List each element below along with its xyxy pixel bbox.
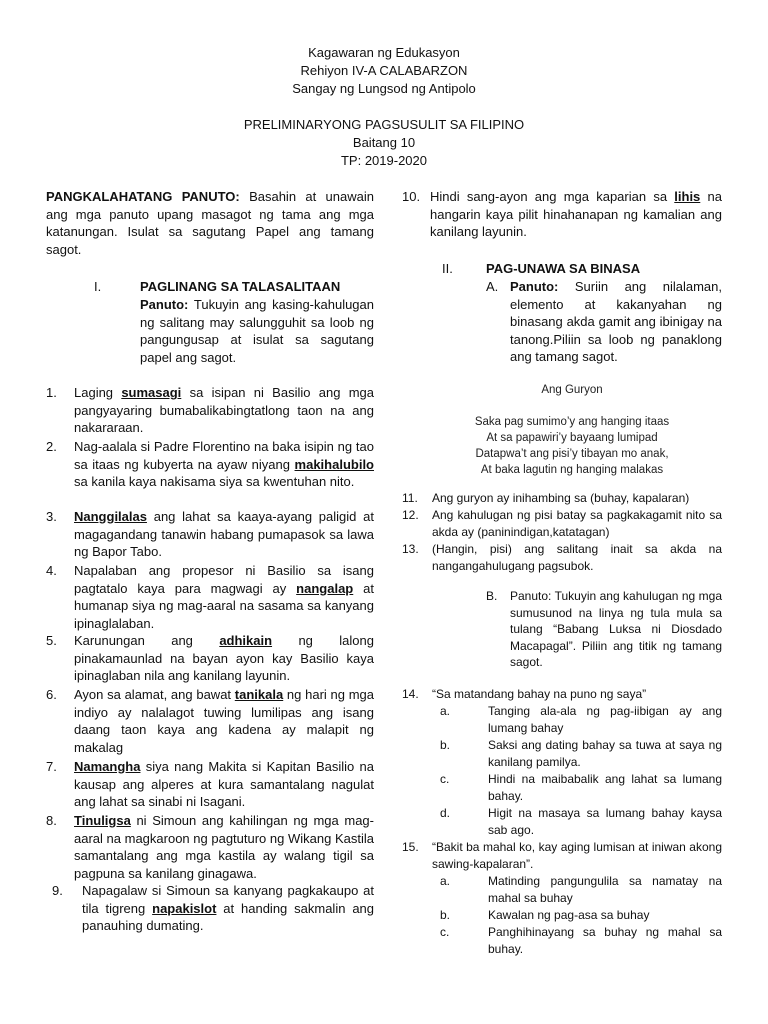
part1-panuto-label: Panuto: xyxy=(140,297,189,312)
question-item xyxy=(46,686,374,756)
choice-text: Kawalan ng pag-asa sa buhay xyxy=(488,908,650,922)
question-text: Ang kahulugan ng pisi batay sa pagkakagamit nito sa akda ay (paninindigan,katatagan) xyxy=(432,508,722,539)
part2-a-panuto: Panuto: xyxy=(510,279,559,294)
poem-title: Ang Guryon xyxy=(541,384,603,396)
question-item xyxy=(46,562,374,632)
choice xyxy=(440,924,722,957)
part1-title: PAGLINANG SA TALASALITAAN xyxy=(140,279,341,294)
question-text: ng lalong pinakamaunlad na bayan ayon kay Basilio kaya ipinaglaban nila ang kanilang layunin. xyxy=(74,633,374,683)
question-number: 12. xyxy=(402,508,419,522)
part1-panuto-text: Tukuyin ang kasing-kahulugan ng salitang may salungguhit sa loob ng pangungusap at isulat sa sagutang papel ang sagot. xyxy=(140,297,374,365)
question-text: Hindi sang-ayon ang mga kaparian sa xyxy=(430,189,675,204)
underlined-word: nangalap xyxy=(296,580,354,596)
question-text: Karunungan ang xyxy=(74,633,220,648)
underlined-word: Nanggilalas xyxy=(74,509,147,524)
part-b-instructions: Panuto: Tukuyin ang kahulugan ng mga sumusunod na linya ng tula mula sa tulang “Babang Luksa ni Diosdado Macapagal”. Piliin ang titik ng tamang sagot. xyxy=(510,589,722,669)
question-number: 13. xyxy=(402,542,419,556)
question-item xyxy=(46,438,374,491)
question-text: at handing sakmalin ang panauhing dumating. xyxy=(82,900,375,933)
department-name: Kagawaran ng Edukasyon xyxy=(308,45,460,60)
grade-level: Baitang 10 xyxy=(352,135,416,150)
question-number: 15. xyxy=(402,840,419,854)
question-number: 7. xyxy=(46,759,57,774)
choice-letter: d. xyxy=(440,806,451,820)
underlined-word: napakislot xyxy=(152,900,217,916)
question-number: 5. xyxy=(46,633,57,648)
question-text: Laging xyxy=(74,385,122,400)
underlined-word: tanikala xyxy=(234,687,284,702)
choice xyxy=(440,771,722,804)
choice xyxy=(440,907,722,924)
question-number: 11. xyxy=(402,491,418,505)
general-label: PANGKALAHATANG PANUTO: xyxy=(46,189,240,204)
question-item xyxy=(46,632,374,685)
choice-letter: c. xyxy=(440,925,450,939)
choice-text: Matinding pangungulila sa namatay na mahal sa buhay xyxy=(488,874,722,905)
part1-numeral: I. xyxy=(94,279,102,294)
question-number: 9. xyxy=(52,883,63,898)
division-name: Sangay ng Lungsod ng Antipolo xyxy=(292,81,476,96)
question-number: 1. xyxy=(46,385,57,400)
question-text: sa isipan ni Basilio ang mga pangyayaring bumabalikabingtatlong taon na ang nakararaan. xyxy=(74,385,374,435)
part2-title: PAG-UNAWA SA BINASA xyxy=(486,261,641,276)
choice xyxy=(440,703,722,736)
question-item xyxy=(402,541,722,574)
choice-letter: a. xyxy=(440,874,451,888)
part2-a-label: A. xyxy=(486,279,499,294)
question-text: ang lahat sa kaaya-ayang paligid at magagandang tanawin habang pumapasok sa lawa ng Bapor Tabo. xyxy=(74,509,374,559)
question-item xyxy=(402,507,722,540)
question-text: ni Simoun ang kahilingan ng mga mag-aaral na magkaroon ng pagtuturo ng Wikang Kastila samantalang ang mga kastila ay walang tigil sa pagpuna sa kanilang ginagawa. xyxy=(74,813,374,881)
poem-line: At sa papawiri’y bayaang lumipad xyxy=(486,432,658,444)
question-text: Ayon sa alamat, ang bawat xyxy=(74,687,235,702)
choice xyxy=(440,737,722,770)
question-number: 14. xyxy=(402,687,419,701)
region-name: Rehiyon IV-A CALABARZON xyxy=(300,63,468,78)
question-item xyxy=(402,490,722,507)
choice-text: Panghihinayang sa buhay ng mahal sa buhay. xyxy=(488,925,722,956)
question-number: 4. xyxy=(46,563,57,578)
choice xyxy=(440,873,722,906)
underlined-word: Namangha xyxy=(74,759,141,774)
question-text: at humanap siya ng mag-aaral na sasama sa kanyang ipinaglalaban. xyxy=(74,580,374,631)
poem-line: Saka pag sumimo’y ang hanging itaas xyxy=(474,416,670,428)
part2-a-text: Suriin ang nilalaman, elemento at kakanyahan ng binasang akda gamit ang ibinigay na tanong.Piliin sa loob ng panaklong ang tamang sagot. xyxy=(510,279,722,364)
question-number: 2. xyxy=(46,439,57,454)
question-text: ng hari ng mga indiyo ay nalalagot tuwing lumilipas ang isang daang taon kaya ang kadena ay malapit ng makalag xyxy=(74,687,374,755)
underlined-word: Tinuligsa xyxy=(74,813,131,828)
part1-instructions xyxy=(140,296,374,366)
question-text: Nag-aalala si Padre Florentino na baka isipin ng tao sa itaas ng kubyerta na ayaw niyang xyxy=(74,439,374,472)
question-number: 3. xyxy=(46,509,57,524)
choice-text: Hindi na maibabalik ang lahat sa lumang bahay. xyxy=(488,772,722,803)
part-b-label: B. xyxy=(486,589,498,603)
question-text: na hangarin kaya pilit hinahanapan ng kamalian ang kanilang layunin. xyxy=(430,189,722,239)
choice-text: Tanging ala-ala ng pag-iibigan ay ang lumang bahay xyxy=(488,704,722,735)
general-instructions xyxy=(46,188,374,258)
choice xyxy=(440,805,722,838)
question-item xyxy=(46,384,374,437)
choice-letter: c. xyxy=(440,772,450,786)
choice-letter: b. xyxy=(440,908,451,922)
question-item xyxy=(46,758,374,811)
question-item xyxy=(46,508,374,561)
question-item xyxy=(52,882,374,935)
underlined-word: adhikain xyxy=(219,633,273,648)
question-number: 10. xyxy=(402,189,421,204)
question-number: 8. xyxy=(46,813,57,828)
question-item xyxy=(402,839,722,872)
general-text: Basahin at unawain ang mga panuto upang masagot ng tama ang mga katanungan. Isulat sa sagutang Papel ang tamang sagot. xyxy=(46,189,374,257)
poem-line: Datapwa’t ang pisi’y tibayan mo anak, xyxy=(475,448,669,460)
choice-letter: a. xyxy=(440,704,451,718)
question-text: (Hangin, pisi) ang salitang inait sa akda na nangangahulugang pagsubok. xyxy=(432,542,722,573)
question-text: Ang guryon ay inihambing sa (buhay, kapalaran) xyxy=(432,491,690,505)
question-text: Napagalaw si Simoun sa kanyang pagkakaupo at tila tigreng xyxy=(82,883,374,916)
choice-text: Higit na masaya sa lumang bahay kaysa sab ago. xyxy=(488,806,722,837)
question-text: siya nang Makita si Kapitan Basilio na kausap ang alperes at kura samantalang nagulat ang lahat sa sinabi ni Isagani. xyxy=(74,759,374,809)
question-text: “Sa matandang bahay na puno ng saya” xyxy=(432,687,647,701)
part2-a-instructions xyxy=(510,278,722,366)
part2-numeral: II. xyxy=(442,261,453,276)
underlined-word: makihalubilo xyxy=(294,456,374,472)
question-item xyxy=(402,188,722,241)
question-item xyxy=(46,812,374,882)
poem-line: At baka lagutin ng hanging malakas xyxy=(480,464,664,476)
underlined-word: sumasagi xyxy=(121,385,182,400)
question-text: “Bakit ba mahal ko, kay aging lumisan at iniwan akong sawing-kapalaran”. xyxy=(432,840,722,871)
question-text: sa kanila kaya nakisama siya sa kwentuhan nito. xyxy=(74,474,355,489)
choice-letter: b. xyxy=(440,738,451,752)
question-number: 6. xyxy=(46,687,57,702)
choice-text: Saksi ang dating bahay sa tuwa at saya ng kanilang pamilya. xyxy=(488,738,722,769)
question-item xyxy=(402,686,722,703)
exam-title: PRELIMINARYONG PAGSUSULIT SA FILIPINO xyxy=(243,117,525,132)
question-text: Napalaban ang propesor ni Basilio sa isang pagtatalo kaya para magwagi ay xyxy=(74,563,374,596)
school-year: TP: 2019-2020 xyxy=(340,153,427,168)
underlined-word: lihis xyxy=(674,189,701,204)
